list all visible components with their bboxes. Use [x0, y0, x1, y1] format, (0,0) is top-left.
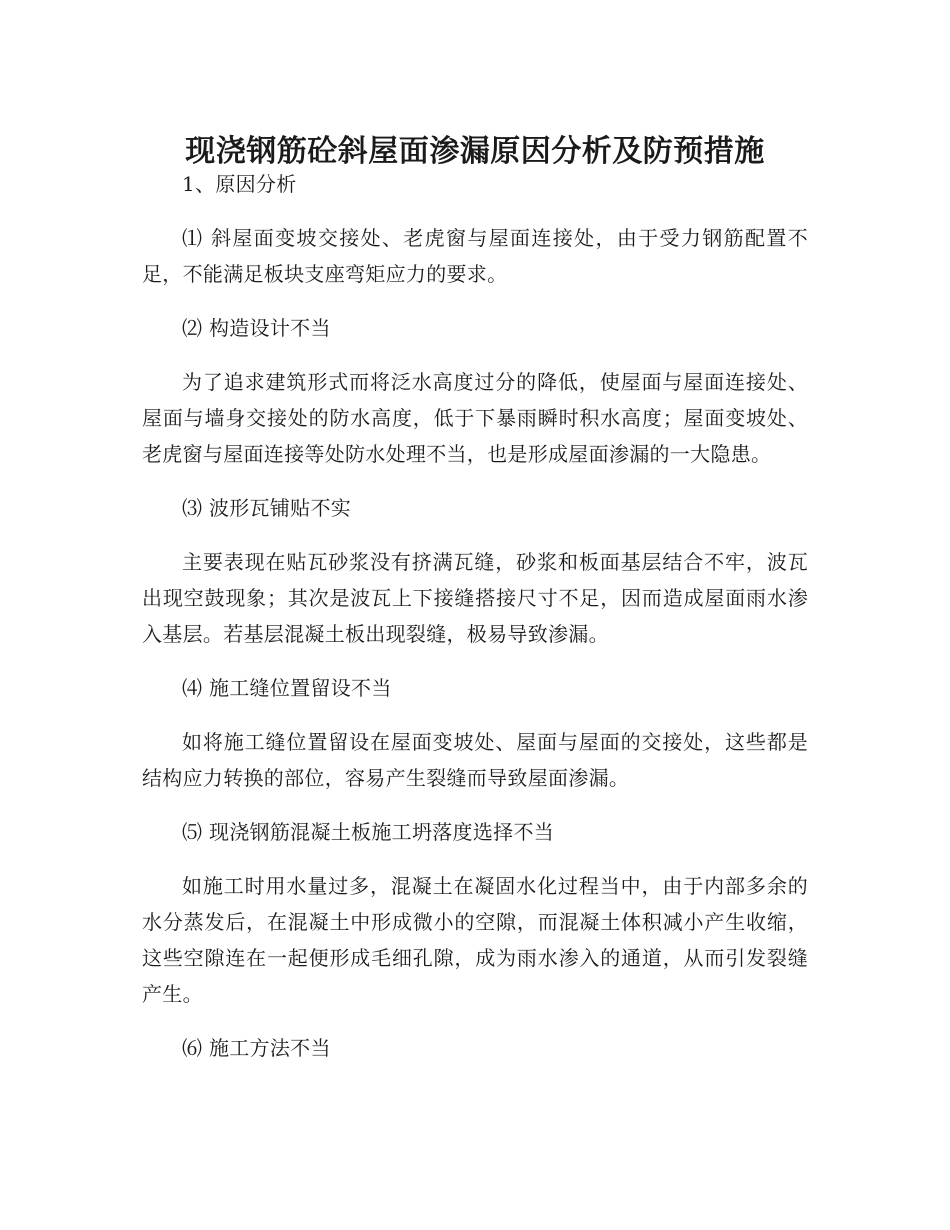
document-title: 现浇钢筋砼斜屋面渗漏原因分析及防预措施 [185, 134, 765, 170]
heading-cause-analysis: 1、原因分析 [182, 172, 297, 196]
subheading-item-3: ⑶ 波形瓦铺贴不实 [182, 496, 352, 520]
document-body [142, 166, 808, 1084]
subheading-item-5: ⑸ 现浇钢筋混凝土板施工坍落度选择不当 [182, 820, 555, 844]
paragraph-item-1: ⑴ 斜屋面变坡交接处、老虎窗与屋面连接处，由于受力钢筋配置不足，不能满足板块支座弯矩应力的要求。 [142, 226, 808, 286]
paragraph-item-3: 主要表现在贴瓦砂浆没有挤满瓦缝，砂浆和板面基层结合不牢，波瓦出现空鼓现象；其次是波瓦上下接缝搭接尺寸不足，因而造成屋面雨水渗入基层。若基层混凝土板出现裂缝，极易导致渗漏。 [142, 550, 808, 646]
paragraph-item-5: 如施工时用水量过多，混凝土在凝固水化过程当中，由于内部多余的水分蒸发后，在混凝土中形成微小的空隙，而混凝土体积减小产生收缩，这些空隙连在一起便形成毛细孔隙，成为雨水渗入的通道，从而引发裂缝产生。 [142, 874, 808, 1006]
paragraph-item-2: 为了追求建筑形式而将泛水高度过分的降低，使屋面与屋面连接处、屋面与墙身交接处的防水高度，低于下暴雨瞬时积水高度；屋面变坡处、老虎窗与屋面连接等处防水处理不当，也是形成屋面渗漏的一大隐患。 [142, 370, 808, 466]
paragraph-item-4: 如将施工缝位置留设在屋面变坡处、屋面与屋面的交接处，这些都是结构应力转换的部位，容易产生裂缝而导致屋面渗漏。 [142, 730, 808, 790]
subheading-item-6: ⑹ 施工方法不当 [182, 1036, 331, 1060]
subheading-item-2: ⑵ 构造设计不当 [182, 316, 331, 340]
subheading-item-4: ⑷ 施工缝位置留设不当 [182, 676, 392, 700]
